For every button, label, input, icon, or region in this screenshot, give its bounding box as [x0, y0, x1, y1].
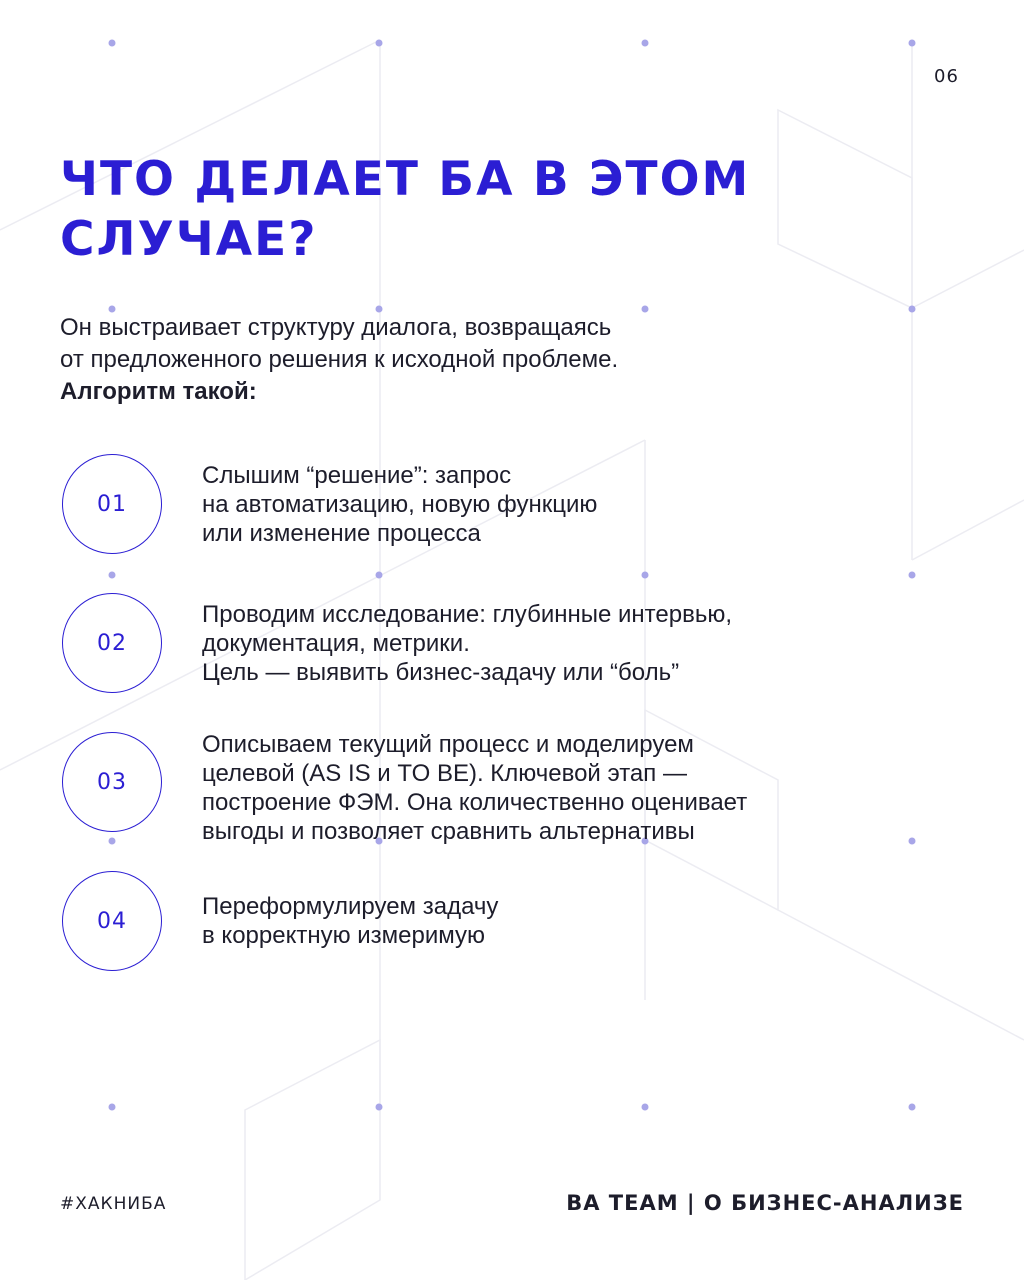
step-line: Описываем текущий процесс и моделируем [202, 731, 694, 758]
step-line: Слышим “решение”: запрос [202, 462, 512, 489]
page-title [60, 150, 960, 270]
intro-paragraph [60, 312, 960, 408]
step-number-circle: 03 [62, 732, 162, 832]
step-text [202, 461, 922, 548]
step-line: или изменение процесса [202, 520, 481, 547]
step-number-circle: 01 [62, 454, 162, 554]
step-number-circle: 02 [62, 593, 162, 693]
step-number-circle: 04 [62, 871, 162, 971]
step-line: построение ФЭМ. Она количественно оценивает [202, 789, 748, 816]
title-line-1: ЧТО ДЕЛАЕТ БА В ЭТОМ [60, 152, 751, 207]
step-text [202, 730, 922, 846]
title-line-2: СЛУЧАЕ? [60, 212, 318, 267]
step-text [202, 600, 922, 687]
step-line: выгоды и позволяет сравнить альтернативы [202, 818, 695, 845]
step-line: целевой (AS IS и TO BE). Ключевой этап — [202, 760, 687, 787]
step-line: на автоматизацию, новую функцию [202, 491, 598, 518]
step-text [202, 892, 922, 950]
intro-line-2: от предложенного решения к исходной проблеме. [60, 346, 619, 373]
intro-bold-line: Алгоритм такой: [60, 378, 257, 405]
step-line: Переформулируем задачу [202, 893, 499, 920]
brand-footer: BA TEAM | О БИЗНЕС-АНАЛИЗЕ [566, 1191, 964, 1215]
hashtag: #ХАКНИБА [60, 1194, 167, 1214]
intro-line-1: Он выстраивает структуру диалога, возвращаясь [60, 314, 612, 341]
step-line: Цель — выявить бизнес-задачу или “боль” [202, 659, 680, 686]
step-line: документация, метрики. [202, 630, 470, 657]
page-number: 06 [934, 66, 959, 87]
step-line: в корректную измеримую [202, 922, 486, 949]
step-line: Проводим исследование: глубинные интервью, [202, 601, 733, 628]
